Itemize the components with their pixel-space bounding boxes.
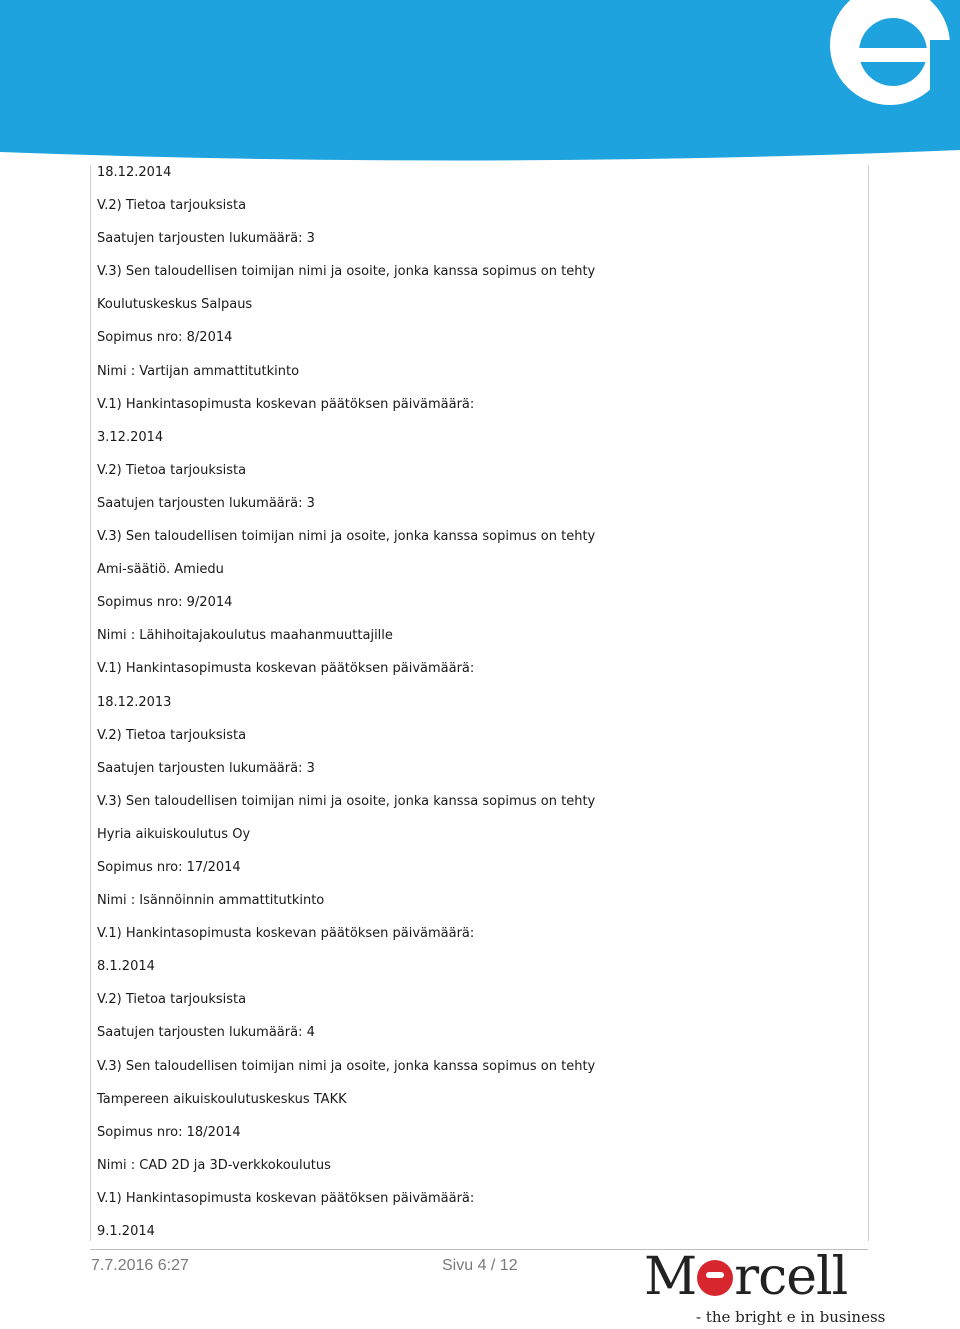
banner-graphic	[0, 0, 960, 165]
e-logo-icon	[830, 0, 960, 105]
logo-wordmark	[644, 1247, 847, 1307]
text-line: Saatujen tarjousten lukumäärä: 4	[97, 1025, 315, 1041]
text-line: Sopimus nro: 9/2014	[97, 595, 233, 611]
text-line: Sopimus nro: 8/2014	[97, 330, 233, 346]
text-line: Sopimus nro: 18/2014	[97, 1124, 241, 1140]
text-line: V.1) Hankintasopimusta koskevan päätöksen päivämäärä:	[97, 1190, 475, 1206]
text-line: Nimi : Isännöinnin ammattitutkinto	[97, 893, 325, 909]
text-line: Hyria aikuiskoulutus Oy	[97, 826, 251, 842]
text-line: V.2) Tietoa tarjouksista	[97, 198, 247, 214]
text-line: 18.12.2014	[97, 165, 172, 180]
text-line: V.3) Sen taloudellisen toimijan nimi ja osoite, jonka kanssa sopimus on tehty	[97, 1058, 596, 1074]
footer-page-number: Sivu 4 / 12	[442, 1257, 518, 1274]
header-banner	[0, 0, 960, 165]
text-line: Nimi : Lähihoitajakoulutus maahanmuuttajille	[97, 628, 393, 644]
document-body	[97, 163, 857, 1255]
text-line: 3.12.2014	[97, 429, 164, 445]
text-line: Sopimus nro: 17/2014	[97, 859, 241, 875]
text-line: V.3) Sen taloudellisen toimijan nimi ja osoite, jonka kanssa sopimus on tehty	[97, 264, 596, 280]
text-line: V.1) Hankintasopimusta koskevan päätöksen päivämäärä:	[97, 396, 475, 412]
text-line: V.2) Tietoa tarjouksista	[97, 992, 247, 1008]
text-line: 8.1.2014	[97, 959, 155, 975]
logo-word-end: rcell	[734, 1247, 848, 1307]
text-line: Saatujen tarjousten lukumäärä: 3	[97, 495, 315, 511]
logo-word-start: M	[644, 1247, 697, 1307]
text-line: 18.12.2013	[97, 694, 172, 710]
text-line: 9.1.2014	[97, 1224, 155, 1239]
text-line: V.3) Sen taloudellisen toimijan nimi ja osoite, jonka kanssa sopimus on tehty	[97, 529, 596, 545]
text-line: Nimi : Vartijan ammattitutkinto	[97, 363, 300, 379]
text-line: Saatujen tarjousten lukumäärä: 3	[97, 231, 315, 247]
text-line: V.2) Tietoa tarjouksista	[97, 462, 247, 478]
text-line: V.3) Sen taloudellisen toimijan nimi ja osoite, jonka kanssa sopimus on tehty	[97, 793, 596, 809]
text-line: Ami-säätiö. Amiedu	[97, 562, 224, 578]
text-line: Tampereen aikuiskoulutuskeskus TAKK	[97, 1091, 347, 1107]
logo-e-icon	[697, 1260, 733, 1296]
footer-timestamp: 7.7.2016 6:27	[91, 1257, 189, 1274]
text-line: V.1) Hankintasopimusta koskevan päätöksen päivämäärä:	[97, 661, 475, 677]
text-line: Nimi : CAD 2D ja 3D-verkkokoulutus	[97, 1157, 331, 1173]
text-line: V.1) Hankintasopimusta koskevan päätöksen päivämäärä:	[97, 926, 475, 942]
text-line: V.2) Tietoa tarjouksista	[97, 727, 247, 743]
marcell-logo	[644, 1247, 886, 1329]
text-line: Koulutuskeskus Salpaus	[97, 297, 253, 313]
text-line: Saatujen tarjousten lukumäärä: 3	[97, 760, 315, 776]
logo-tagline: - the bright e in business	[696, 1308, 886, 1326]
